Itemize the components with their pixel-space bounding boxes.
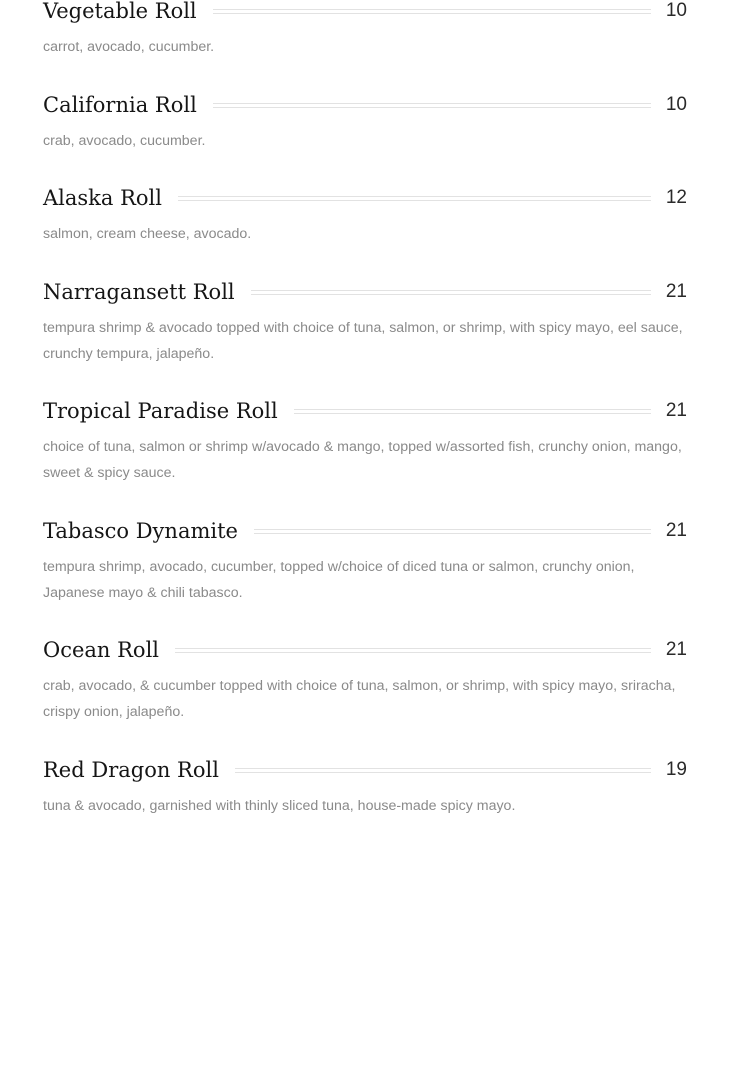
menu-item [43, 86, 687, 179]
menu-item-description: tempura shrimp, avocado, cucumber, topped w/choice of diced tuna or salmon, crunchy onion, Japanese mayo & chili tabasco. [43, 559, 635, 601]
menu-item-name: Vegetable Roll [43, 0, 197, 23]
menu-item-leader-line [235, 768, 651, 773]
menu-item-description: crab, avocado, cucumber. [43, 133, 206, 149]
menu-item-description: salmon, cream cheese, avocado. [43, 226, 252, 242]
menu-item-price: 10 [665, 94, 687, 115]
menu-item-leader-line [213, 103, 651, 108]
menu-item-name: Ocean Roll [43, 638, 160, 662]
menu-item-header [43, 512, 687, 550]
menu-item-name: Narragansett Roll [43, 280, 235, 304]
menu-item-price: 19 [665, 759, 687, 780]
menu-item-price: 21 [665, 281, 687, 302]
menu-item-header [43, 273, 687, 311]
menu-item-description: choice of tuna, salmon or shrimp w/avocado & mango, topped w/assorted fish, crunchy onion, mango, sweet & spicy sauce. [43, 439, 682, 481]
menu-item [43, 179, 687, 273]
menu-item-leader-line [254, 529, 651, 534]
menu-item-leader-line [178, 196, 651, 201]
menu-item [43, 512, 687, 631]
menu-item-name: Alaska Roll [43, 186, 162, 210]
menu-item-leader-line [294, 409, 651, 414]
menu-item-leader-line [251, 290, 651, 295]
menu-item-header [43, 631, 687, 669]
menu-item-name: California Roll [43, 93, 197, 117]
menu-item-price: 21 [665, 639, 687, 660]
menu-item-description: crab, avocado, & cucumber topped with choice of tuna, salmon, or shrimp, with spicy mayo, sriracha, crispy onion, jalapeño. [43, 678, 676, 720]
menu-item-header [43, 86, 687, 124]
menu-item-name: Tabasco Dynamite [43, 519, 238, 543]
menu-item-description: tempura shrimp & avocado topped with choice of tuna, salmon, or shrimp, with spicy mayo, eel sauce, crunchy tempura, jalapeño. [43, 320, 683, 362]
menu-item-header [43, 179, 687, 217]
menu-item [43, 751, 687, 845]
menu-item-price: 12 [665, 187, 687, 208]
menu-item-name: Tropical Paradise Roll [43, 399, 278, 423]
menu-item-description: carrot, avocado, cucumber. [43, 39, 215, 55]
menu-item [43, 0, 687, 86]
menu-item-description: tuna & avocado, garnished with thinly sliced tuna, house-made spicy mayo. [43, 798, 516, 814]
menu-item [43, 631, 687, 751]
menu-item-price: 10 [665, 0, 687, 21]
menu-item-header [43, 751, 687, 789]
menu-item-header [43, 0, 687, 30]
menu-item-leader-line [175, 648, 651, 653]
menu-item-name: Red Dragon Roll [43, 758, 219, 782]
menu-item [43, 392, 687, 512]
menu-item-price: 21 [665, 400, 687, 421]
menu-item-leader-line [213, 9, 651, 14]
menu-item-price: 21 [665, 520, 687, 541]
menu-list [43, 0, 687, 845]
menu-item-header [43, 392, 687, 430]
menu-item [43, 273, 687, 392]
